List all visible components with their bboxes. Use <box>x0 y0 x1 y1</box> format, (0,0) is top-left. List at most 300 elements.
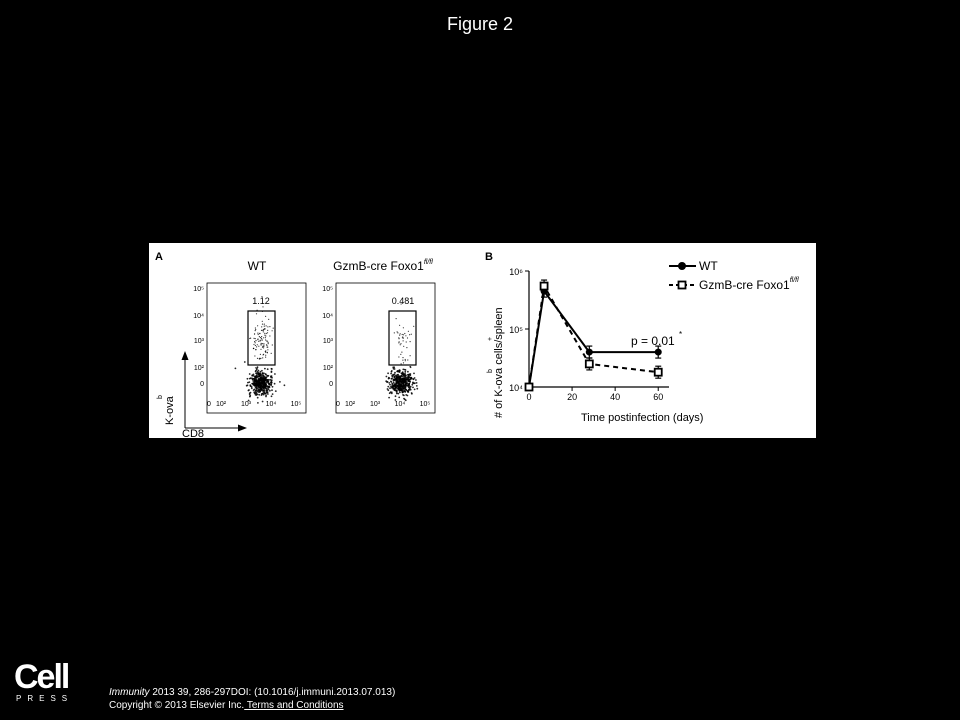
p-value-star: * <box>679 330 683 339</box>
flow-event-dot <box>393 382 395 384</box>
flow-event-dot <box>267 341 268 342</box>
x-tick: 10⁵ <box>419 401 431 408</box>
chart-point-square <box>541 283 548 290</box>
flow-event-dot <box>407 371 409 373</box>
flow-event-dot <box>398 387 400 389</box>
terms-and-conditions-link[interactable]: Terms and Conditions <box>244 700 344 711</box>
x-tick: 10³ <box>240 401 252 408</box>
flow-event-dot <box>399 392 401 394</box>
flow-event-dot <box>392 386 394 388</box>
flow-plot-wt-y-ticks <box>193 286 204 388</box>
flow-event-dot <box>394 386 396 388</box>
flow-event-dot <box>284 384 286 386</box>
flow-event-dot <box>272 393 274 395</box>
flow-event-dot <box>409 387 411 389</box>
flow-event-dot <box>257 393 259 395</box>
flow-event-dot <box>261 336 262 337</box>
flow-event-dot <box>395 378 397 380</box>
flow-event-dot <box>401 363 402 364</box>
flow-event-dot <box>402 389 404 391</box>
cell-press-logo <box>14 657 80 703</box>
flow-event-dot <box>253 381 255 383</box>
flow-event-dot <box>255 327 256 328</box>
logo-word: Cell <box>14 658 69 696</box>
flow-event-dot <box>256 369 258 371</box>
flow-event-dot <box>403 377 405 379</box>
flow-event-dot <box>415 379 417 381</box>
x-tick: 10⁴ <box>394 401 406 408</box>
flow-event-dot <box>416 385 418 387</box>
flow-event-dot <box>261 378 263 380</box>
flow-event-dot <box>257 402 259 404</box>
chart-y-tick-label: 10⁴ <box>509 383 523 393</box>
y-tick: 10⁵ <box>193 286 204 293</box>
legend-wt-marker <box>678 262 686 270</box>
flow-event-dot <box>397 370 399 372</box>
flow-event-dot <box>274 383 276 385</box>
flow-event-dot <box>257 397 259 399</box>
flow-event-dot <box>411 378 413 380</box>
flow-event-dot <box>263 331 264 332</box>
flow-event-dot <box>391 378 393 380</box>
flow-event-dot <box>267 347 268 348</box>
flow-event-dot <box>403 390 405 392</box>
chart-point-square <box>655 369 662 376</box>
flow-event-dot <box>262 343 263 344</box>
flow-event-dot <box>268 319 269 320</box>
flow-event-dot <box>394 332 395 333</box>
flow-event-dot <box>267 368 269 370</box>
flow-event-dot <box>402 334 403 335</box>
flow-event-dot <box>406 341 407 342</box>
flow-event-dot <box>407 391 409 393</box>
flow-event-dot <box>396 377 398 379</box>
flow-event-dot <box>263 347 264 348</box>
flow-event-dot <box>256 313 257 314</box>
flow-event-dot <box>268 386 270 388</box>
flow-event-dot <box>403 362 404 363</box>
flow-event-dot <box>268 343 269 344</box>
flow-event-dot <box>253 344 254 345</box>
flow-event-dot <box>398 381 400 383</box>
flow-event-dot <box>260 354 261 355</box>
panel-b-label: B <box>485 251 493 263</box>
flow-event-dot <box>386 376 388 378</box>
flow-event-dot <box>254 333 255 334</box>
flow-event-dot <box>407 380 409 382</box>
flow-event-dot <box>249 394 251 396</box>
flow-event-dot <box>265 335 266 336</box>
flow-event-dot <box>268 342 269 343</box>
flow-event-dot <box>265 337 266 338</box>
flow-event-dot <box>388 397 390 399</box>
flow-event-dot <box>387 381 389 383</box>
flow-event-dot <box>247 382 249 384</box>
flow-event-dot <box>398 342 399 343</box>
flow-event-dot <box>262 306 263 307</box>
chart-y-tick-label: 10⁶ <box>509 267 523 277</box>
flow-event-dot <box>266 325 267 326</box>
flow-event-dot <box>405 387 407 389</box>
flow-event-dot <box>253 374 255 376</box>
flow-event-dot <box>263 387 265 389</box>
flow-event-dot <box>260 344 261 345</box>
flow-event-dot <box>257 358 258 359</box>
flow-event-dot <box>405 389 407 391</box>
x-tick: 10⁴ <box>265 401 277 408</box>
flow-event-dot <box>271 371 273 373</box>
flow-event-dot <box>263 354 264 355</box>
flow-event-dot <box>401 385 403 387</box>
flow-event-dot <box>402 394 404 396</box>
flow-event-dot <box>387 372 389 374</box>
flow-event-dot <box>261 330 262 331</box>
y-tick: 10⁴ <box>322 313 333 320</box>
flow-event-dot <box>262 357 263 358</box>
flow-event-dot <box>399 369 401 371</box>
flow-event-dot <box>265 316 266 317</box>
flow-event-dot <box>249 396 251 398</box>
flow-event-dot <box>259 358 261 360</box>
flow-event-dot <box>256 346 257 347</box>
flow-event-dot <box>412 387 414 389</box>
flow-event-dot <box>265 350 266 351</box>
flow-event-dot <box>405 369 407 371</box>
flow-event-dot <box>258 389 260 391</box>
flow-event-dot <box>258 391 260 393</box>
flow-plot-wt-title: WT <box>247 259 267 273</box>
flow-event-dot <box>263 329 264 330</box>
flow-event-dot <box>408 383 410 385</box>
y-tick: 10⁵ <box>322 286 333 293</box>
flow-event-dot <box>262 401 264 403</box>
figure-panel <box>149 243 816 438</box>
x-tick: 10³ <box>369 401 381 408</box>
flow-event-dot <box>416 388 418 390</box>
slide-title: Figure 2 <box>446 14 514 34</box>
flow-event-dot <box>275 390 277 392</box>
flow-event-dot <box>405 360 406 361</box>
flow-plot-foxo1-frame <box>336 283 435 413</box>
flow-event-dot <box>405 380 407 382</box>
flow-event-dot <box>397 331 398 332</box>
flow-event-dot <box>258 346 259 347</box>
flow-event-dot <box>403 380 405 382</box>
flow-event-dot <box>264 333 265 334</box>
flow-event-dot <box>253 338 254 339</box>
flow-event-dot <box>413 326 414 327</box>
flow-event-dot <box>403 385 405 387</box>
flow-event-dot <box>248 390 250 392</box>
flow-event-dot <box>387 386 389 388</box>
flow-event-dot <box>414 389 416 391</box>
flow-event-dot <box>411 384 413 386</box>
flow-event-dot <box>263 346 264 347</box>
flow-event-dot <box>255 345 256 346</box>
flow-event-dot <box>260 358 261 359</box>
flow-event-dot <box>261 343 262 344</box>
y-tick: 10³ <box>193 338 204 345</box>
flow-event-dot <box>269 335 270 336</box>
flow-event-dot <box>264 326 265 327</box>
flow-event-dot <box>265 352 266 353</box>
flow-event-dot <box>272 344 273 345</box>
flow-event-dot <box>255 329 256 330</box>
flow-event-dot <box>399 341 400 342</box>
flow-event-dot <box>263 345 264 346</box>
flow-event-dot <box>254 378 256 380</box>
flow-event-dot <box>266 385 268 387</box>
flow-plot-wt-x-ticks <box>207 401 301 408</box>
flow-event-dot <box>264 384 266 386</box>
flow-event-dot <box>404 333 405 334</box>
flow-event-dot <box>255 338 256 339</box>
citation-line-1 <box>109 686 395 699</box>
flow-event-dot <box>246 385 248 387</box>
flow-event-dot <box>269 390 271 392</box>
flow-event-dot <box>399 335 400 336</box>
flow-event-dot <box>393 368 395 370</box>
y-tick: 0 <box>200 381 204 388</box>
flow-event-dot <box>235 368 237 370</box>
flow-event-dot <box>259 336 260 337</box>
flow-event-dot <box>410 373 412 375</box>
flow-event-dot <box>387 388 389 390</box>
chart-y-tick-label: 10⁵ <box>509 325 523 335</box>
flow-event-dot <box>279 381 281 383</box>
flow-event-dot <box>267 326 268 327</box>
flow-event-dot <box>260 349 261 350</box>
citation-details: 2013 39, 286-297DOI: (10.1016/j.immuni.2013.07.013) <box>149 687 396 698</box>
flow-event-dot <box>261 388 263 390</box>
flow-event-dot <box>259 375 261 377</box>
flow-plot-foxo1-gate <box>389 311 416 365</box>
flow-event-dot <box>253 391 255 393</box>
flow-event-dot <box>405 359 406 360</box>
flow-event-dot <box>258 370 260 372</box>
flow-event-dot <box>260 371 262 373</box>
flow-event-dot <box>250 392 252 394</box>
flow-event-dot <box>258 387 260 389</box>
flow-event-dot <box>262 381 264 383</box>
flow-event-dot <box>397 393 399 395</box>
citation-journal: Immunity <box>109 687 150 698</box>
flow-event-dot <box>251 387 253 389</box>
chart-point-square <box>586 360 593 367</box>
flow-y-axis-label: K-ova <box>164 396 176 425</box>
flow-event-dot <box>403 327 404 328</box>
flow-event-dot <box>402 360 403 361</box>
flow-event-dot <box>273 328 274 329</box>
chart-x-tick-label: 60 <box>653 392 664 402</box>
chart-legend <box>669 259 799 292</box>
flow-event-dot <box>255 390 257 392</box>
flow-event-dot <box>264 392 266 394</box>
flow-event-dot <box>270 379 272 381</box>
flow-event-dot <box>267 352 268 353</box>
flow-event-dot <box>266 375 268 377</box>
flow-event-dot <box>266 344 267 345</box>
flow-event-dot <box>411 392 413 394</box>
flow-plot-foxo1-title: GzmB-cre $Foxo1^{fl/fl}$ <box>333 259 433 273</box>
flow-event-dot <box>257 338 258 339</box>
flow-event-dot <box>264 324 265 325</box>
flow-plot-foxo1-gate-value: 0.481 <box>391 296 415 306</box>
flow-event-dot <box>272 386 274 388</box>
legend-foxo1-label: GzmB-cre $Foxo1^{fl/fl}$ <box>699 277 799 292</box>
chart-x-axis-label: Time postinfection (days) <box>581 412 704 424</box>
flow-event-dot <box>265 394 267 396</box>
flow-event-dot <box>251 377 253 379</box>
y-arrow-head <box>182 351 189 360</box>
flow-event-dot <box>262 324 263 325</box>
x-tick: 0 <box>336 401 340 408</box>
flow-event-dot <box>388 377 390 379</box>
flow-plot-foxo1-y-ticks <box>322 286 333 388</box>
x-tick: 10² <box>344 401 356 408</box>
flow-event-dot <box>411 334 412 335</box>
flow-event-dot <box>392 376 394 378</box>
flow-event-dot <box>399 376 401 378</box>
flow-event-dot <box>258 341 259 342</box>
flow-plot-foxo1-scatter <box>385 303 418 401</box>
flow-event-dot <box>257 325 258 326</box>
flow-event-dot <box>265 357 266 358</box>
flow-event-dot <box>413 373 415 375</box>
panel-a-label: A <box>155 251 163 263</box>
flow-event-dot <box>400 354 401 355</box>
flow-event-dot <box>400 333 401 334</box>
chart-y-axis-label: # of K-ova cells/spleen <box>493 307 505 418</box>
flow-event-dot <box>401 381 403 383</box>
flow-event-dot <box>402 357 403 358</box>
flow-event-dot <box>249 338 250 339</box>
flow-event-dot <box>264 377 266 379</box>
flow-event-dot <box>413 382 415 384</box>
flow-event-dot <box>260 385 262 387</box>
flow-event-dot <box>260 340 261 341</box>
flow-event-dot <box>393 379 395 381</box>
flow-event-dot <box>257 344 258 345</box>
chart-y-axis-label-sup-b: b <box>487 369 494 373</box>
p-value-annotation: p = 0.01 <box>631 334 675 348</box>
flow-event-dot <box>265 388 267 390</box>
flow-event-dot <box>255 342 256 343</box>
chart-x-tick-label: 0 <box>526 392 532 402</box>
flow-event-dot <box>408 375 410 377</box>
flow-event-dot <box>398 397 400 399</box>
flow-event-dot <box>255 340 256 341</box>
flow-event-dot <box>271 395 273 397</box>
flow-event-dot <box>259 374 261 376</box>
flow-event-dot <box>402 382 404 384</box>
chart-point-circle <box>586 349 593 356</box>
flow-event-dot <box>407 395 409 397</box>
x-tick: 0 <box>207 401 211 408</box>
flow-event-dot <box>403 340 404 341</box>
flow-event-dot <box>410 367 411 368</box>
flow-event-dot <box>403 375 405 377</box>
flow-event-dot <box>265 355 266 356</box>
flow-event-dot <box>401 375 403 377</box>
chart-y-axis-label-sup-plus: + <box>487 336 494 341</box>
flow-event-dot <box>401 352 402 353</box>
flow-event-dot <box>271 368 273 370</box>
flow-event-dot <box>263 337 264 338</box>
flow-event-dot <box>267 332 268 333</box>
flow-event-dot <box>262 340 263 341</box>
flow-event-dot <box>261 338 262 339</box>
flow-event-dot <box>263 372 265 374</box>
flow-event-dot <box>389 387 391 389</box>
flow-event-dot <box>404 371 406 373</box>
y-tick: 10² <box>322 365 333 372</box>
flow-event-dot <box>256 372 258 374</box>
flow-event-dot <box>250 385 252 387</box>
y-tick: 0 <box>329 381 333 388</box>
flow-event-dot <box>249 373 251 375</box>
x-tick: 10² <box>215 401 227 408</box>
flow-event-dot <box>267 349 268 350</box>
flow-event-dot <box>388 382 390 384</box>
flow-event-dot <box>261 326 262 327</box>
flow-event-dot <box>260 337 261 338</box>
flow-event-dot <box>251 383 253 385</box>
flow-event-dot <box>390 373 392 375</box>
flow-event-dot <box>395 381 397 383</box>
flow-event-dot <box>405 335 406 336</box>
flow-event-dot <box>398 356 399 357</box>
flow-event-dot <box>255 381 257 383</box>
chart-x-tick-label: 40 <box>610 392 621 402</box>
flow-event-dot <box>416 382 418 384</box>
flow-event-dot <box>271 377 273 379</box>
flow-event-dot <box>258 379 260 381</box>
flow-event-dot <box>262 321 263 322</box>
flow-event-dot <box>266 333 267 334</box>
flow-event-dot <box>258 394 260 396</box>
flow-event-dot <box>258 334 259 335</box>
flow-plot-foxo1-x-ticks <box>336 401 430 408</box>
flow-event-dot <box>403 346 404 347</box>
flow-y-axis-label-sup: b <box>157 395 164 399</box>
flow-plot-wt-gate-value: 1.12 <box>252 296 270 306</box>
flow-event-dot <box>251 375 253 377</box>
y-tick: 10³ <box>322 338 333 345</box>
flow-event-dot <box>399 379 400 380</box>
flow-event-dot <box>389 384 391 386</box>
flow-event-dot <box>244 361 246 363</box>
flow-event-dot <box>396 391 398 393</box>
flow-event-dot <box>396 318 397 319</box>
flow-event-dot <box>408 385 410 387</box>
flow-event-dot <box>399 325 400 326</box>
flow-event-dot <box>261 370 263 372</box>
flow-event-dot <box>255 349 256 350</box>
flow-event-dot <box>247 378 249 380</box>
flow-event-dot <box>267 379 269 381</box>
legend-wt-label: WT <box>699 259 718 273</box>
flow-event-dot <box>390 391 392 393</box>
flow-event-dot <box>407 337 408 338</box>
flow-plot-wt-scatter <box>235 296 286 404</box>
flow-event-dot <box>263 343 264 344</box>
flow-event-dot <box>410 355 411 356</box>
flow-event-dot <box>255 377 257 379</box>
flow-event-dot <box>413 378 415 380</box>
flow-event-dot <box>261 393 263 395</box>
flow-event-dot <box>257 385 259 387</box>
